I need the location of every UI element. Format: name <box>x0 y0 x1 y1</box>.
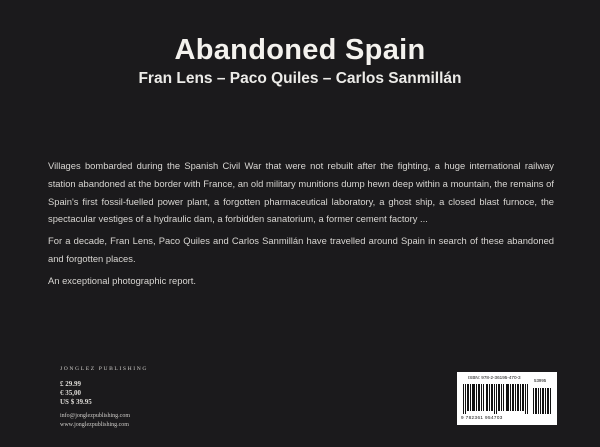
publisher-website[interactable]: www.jonglezpublishing.com <box>60 422 129 428</box>
addon-barcode-icon <box>533 384 552 414</box>
book-title: Abandoned Spain <box>174 34 426 66</box>
publisher-email[interactable]: info@jonglezpublishing.com <box>60 413 131 419</box>
barcode-panel <box>457 372 557 425</box>
price-eur: € 35,00 <box>60 388 81 397</box>
price-usd: US $ 39.95 <box>60 397 92 406</box>
back-cover-blurb <box>48 157 554 294</box>
isbn-label: ISBN: 978-2-36195-470-3 <box>468 375 521 380</box>
ean-digits: 9 782361 954703 <box>461 415 503 420</box>
publisher-contact <box>60 412 130 430</box>
price-gbp: £ 29.99 <box>60 380 81 388</box>
blurb-paragraph-3: An exceptional photographic report. <box>48 274 197 286</box>
blurb-paragraph-1: Villages bombarded during the Spanish Civil War that were not rebuilt after the fighting, a huge international railway station abandoned at the border with France, an old military munitions dump hewn deep within a mountain, the remains of Spain's first fossil-fuelled power plant, a forgotten pharmaceutical laboratory, a ghost ship, a closed blast furnoce, the spectacular vestiges of a hydraulic dam, a forbidden sanatorium, a former cement factory ... <box>48 160 554 225</box>
blurb-paragraph-2: For a decade, Fran Lens, Paco Quiles and Carlos Sanmillán have travelled around Spain in search of these abandoned and forgotten places. <box>48 235 554 264</box>
book-authors: Fran Lens – Paco Quiles – Carlos Sanmillán <box>138 70 462 87</box>
price-list <box>60 380 92 406</box>
barcode-addon-number: 53995 <box>534 378 547 383</box>
publisher-name: JONGLEZ PUBLISHING <box>60 366 148 372</box>
ean-barcode-icon <box>463 384 529 414</box>
